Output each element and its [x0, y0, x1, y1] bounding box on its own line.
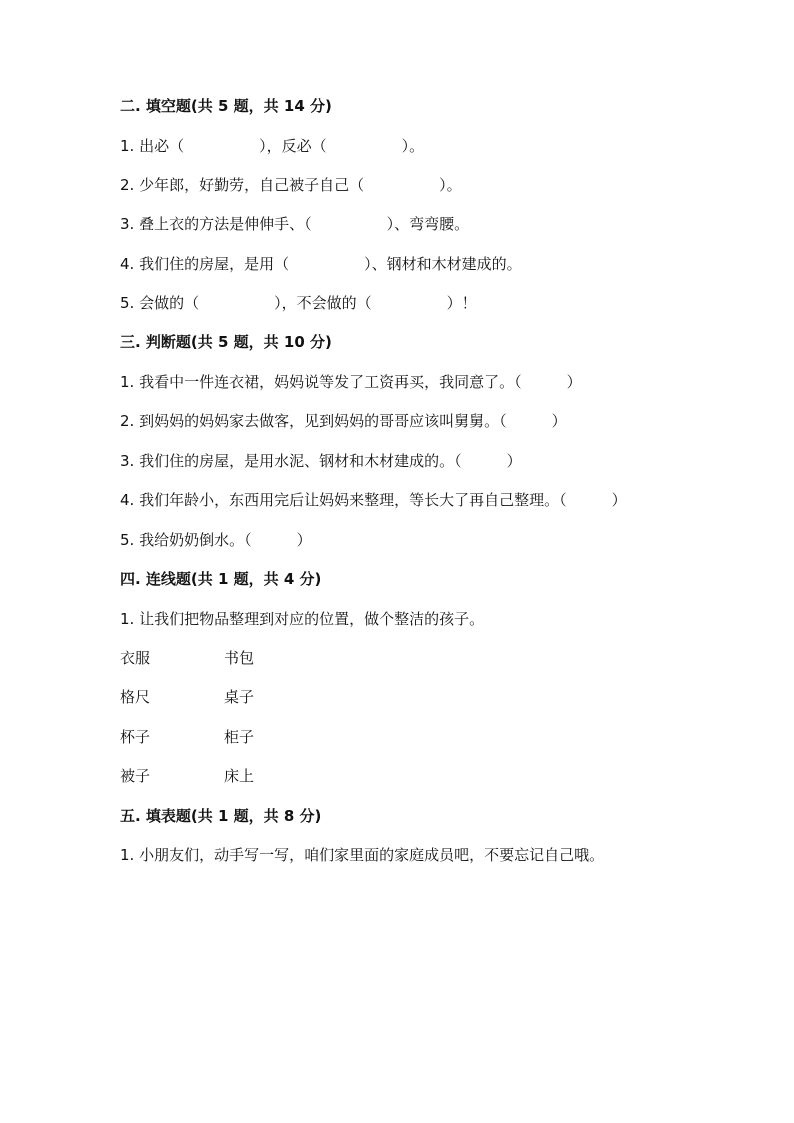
match-left-item: 被子: [120, 767, 151, 785]
match-left-item: 衣服: [120, 649, 151, 667]
question-table-1: 1. 小朋友们，动手写一写，咱们家里面的家庭成员吧，不要忘记自己哦。: [120, 846, 605, 864]
question-fill-5: 5. 会做的（ ），不会做的（ ）！: [120, 294, 477, 312]
question-fill-3: 3. 叠上衣的方法是伸伸手、（ ）、弯弯腰。: [120, 215, 470, 233]
question-tf-3: 3. 我们住的房屋，是用水泥、钢材和木材建成的。（ ）: [120, 452, 522, 470]
question-fill-2: 2. 少年郎，好勤劳，自己被子自己（ ）。: [120, 176, 462, 194]
question-match-1: 1. 让我们把物品整理到对应的位置，做个整洁的孩子。: [120, 610, 485, 628]
question-tf-4: 4. 我们年龄小，东西用完后让妈妈来整理，等长大了再自己整理。（ ）: [120, 491, 627, 509]
match-right-item: 桌子: [224, 688, 255, 706]
match-right-item: 柜子: [224, 728, 255, 746]
question-tf-5: 5. 我给奶奶倒水。（ ）: [120, 531, 312, 549]
question-fill-1: 1. 出必（ ），反必（ ）。: [120, 137, 425, 155]
question-fill-4: 4. 我们住的房屋，是用（ ）、钢材和木材建成的。: [120, 255, 522, 273]
section-heading-true-false: 三. 判断题(共 5 题，共 10 分): [120, 333, 332, 351]
section-heading-table: 五. 填表题(共 1 题，共 8 分): [120, 807, 322, 825]
match-left-item: 格尺: [120, 688, 151, 706]
match-left-item: 杯子: [120, 728, 151, 746]
match-right-item: 床上: [224, 767, 255, 785]
question-tf-1: 1. 我看中一件连衣裙，妈妈说等发了工资再买，我同意了。（ ）: [120, 373, 582, 391]
section-heading-matching: 四. 连线题(共 1 题，共 4 分): [120, 570, 322, 588]
match-right-item: 书包: [224, 649, 255, 667]
question-tf-2: 2. 到妈妈的妈妈家去做客，见到妈妈的哥哥应该叫舅舅。（ ）: [120, 412, 567, 430]
section-heading-fill-blank: 二. 填空题(共 5 题，共 14 分): [120, 97, 332, 115]
